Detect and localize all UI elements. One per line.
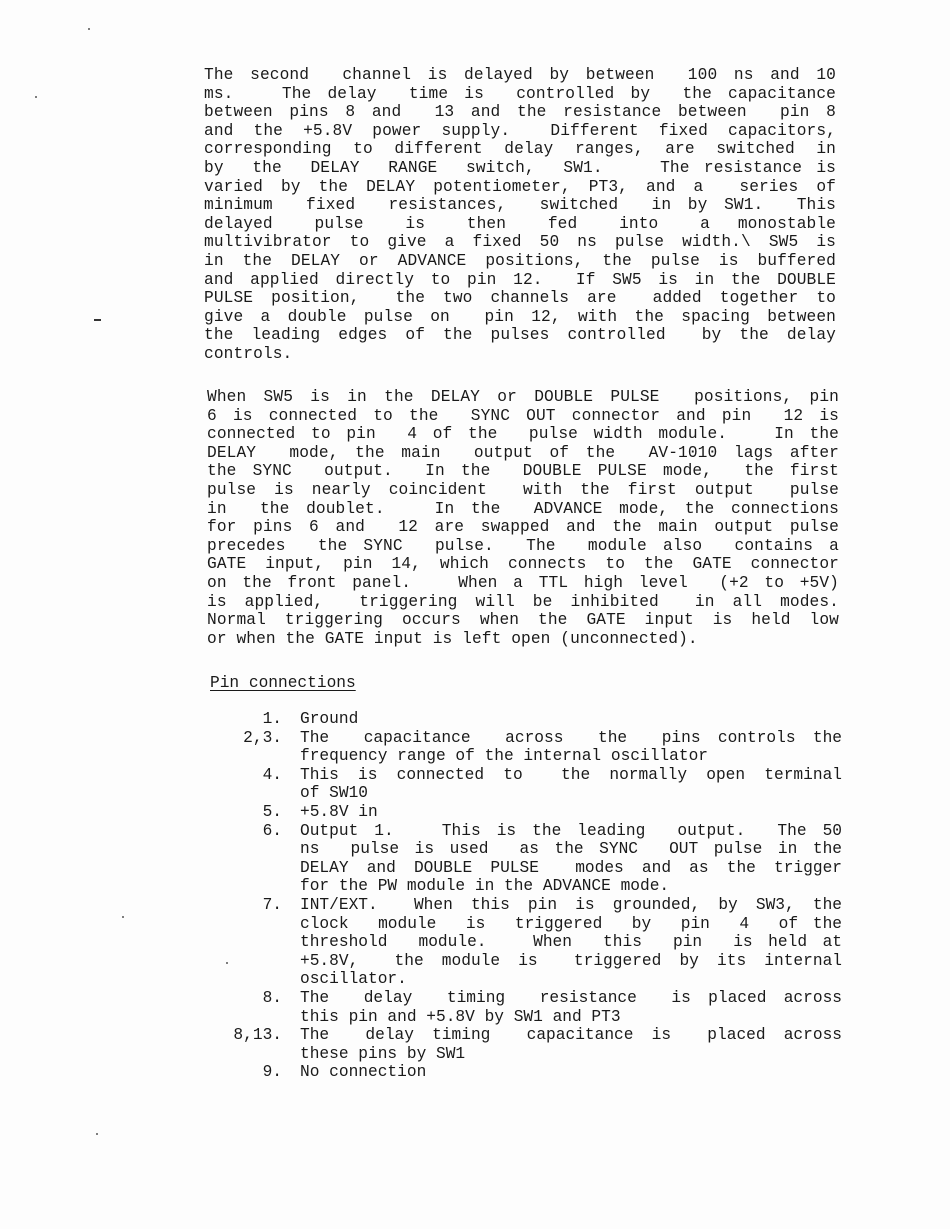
pin-description-line: The delay timing capacitance is placed across xyxy=(300,1026,842,1045)
paragraph-line: between pins 8 and 13 and the resistance between pin 8 xyxy=(204,103,836,122)
pin-description-line: threshold module. When this pin is held at xyxy=(300,933,842,952)
scan-speck xyxy=(35,96,37,98)
paragraph-line: Normal triggering occurs when the GATE input is held low xyxy=(207,611,839,630)
pin-description-line: for the PW module in the ADVANCE mode. xyxy=(300,877,670,896)
pin-description xyxy=(300,803,842,822)
pin-item xyxy=(220,729,842,766)
paragraph-line: multivibrator to give a fixed 50 ns pulse width.\ SW5 is xyxy=(204,233,836,252)
pin-list xyxy=(220,710,842,1082)
paragraph-line: precedes the SYNC pulse. The module also contains a xyxy=(207,536,839,555)
pin-item xyxy=(220,1063,842,1082)
pin-description-line: of SW10 xyxy=(300,784,368,803)
paragraph-line: by the DELAY RANGE switch, SW1. The resistance is xyxy=(204,158,836,177)
pin-description-line: oscillator. xyxy=(300,970,407,989)
pin-description-line: Output 1. This is the leading output. The 50 xyxy=(300,821,842,840)
pin-number: 7. xyxy=(262,895,282,914)
paragraph-line: connected to pin 4 of the pulse width module. In the xyxy=(207,425,839,444)
pin-description-line: INT/EXT. When this pin is grounded, by SW3, the xyxy=(300,895,842,914)
paragraph-line: in the doublet. In the ADVANCE mode, the connections xyxy=(207,499,839,518)
pin-description-line: these pins by SW1 xyxy=(300,1044,466,1063)
paragraph-line: GATE input, pin 14, which connects to the GATE connector xyxy=(207,555,839,574)
pin-description-line: +5.8V in xyxy=(300,802,378,821)
pin-number: 9. xyxy=(262,1063,282,1082)
paragraph-line: on the front panel. When a TTL high level (+2 to +5V) xyxy=(207,573,839,592)
pin-item xyxy=(220,896,842,989)
pin-description xyxy=(300,729,842,766)
pin-number: 8. xyxy=(262,988,282,1007)
pin-description-line: +5.8V, the module is triggered by its internal xyxy=(300,951,842,970)
pin-description-line: frequency range of the internal oscillator xyxy=(300,747,708,766)
pin-item xyxy=(220,1026,842,1063)
pin-description xyxy=(300,896,842,989)
pin-description xyxy=(300,766,842,803)
pin-number: 2,3. xyxy=(243,728,282,747)
pin-description-line: The capacitance across the pins controls the xyxy=(300,728,842,747)
pin-number: 4. xyxy=(262,765,282,784)
paragraph-line: or when the GATE input is left open (unconnected). xyxy=(207,629,698,648)
pin-description xyxy=(300,822,842,896)
paragraph-line: delayed pulse is then fed into a monostable xyxy=(204,214,836,233)
paragraph-line: minimum fixed resistances, switched in by SW1. This xyxy=(204,196,836,215)
pin-description-line: ns pulse is used as the SYNC OUT pulse in the xyxy=(300,840,842,859)
pin-connections-heading: Pin connections xyxy=(210,674,356,692)
pin-description-line: The delay timing resistance is placed across xyxy=(300,988,842,1007)
paragraph-line: PULSE position, the two channels are added together to xyxy=(204,289,836,308)
paragraph-line: corresponding to different delay ranges, are switched in xyxy=(204,140,836,159)
paragraph-line: When SW5 is in the DELAY or DOUBLE PULSE positions, pin xyxy=(207,388,839,406)
scan-speck xyxy=(96,1133,98,1135)
paragraph-line: controls. xyxy=(204,344,293,363)
pin-description xyxy=(300,1026,842,1063)
pin-item xyxy=(220,803,842,822)
paragraph-line: varied by the DELAY potentiometer, PT3, and a series of xyxy=(204,177,836,196)
paragraph-line: 6 is connected to the SYNC OUT connector and pin 12 is xyxy=(207,406,839,425)
paragraph-line: the leading edges of the pulses controlled by the delay xyxy=(204,326,836,345)
paragraph-second-channel xyxy=(204,66,836,364)
scan-speck xyxy=(88,28,90,30)
pin-description-line: Ground xyxy=(300,710,359,728)
pin-number: 8,13. xyxy=(233,1026,282,1045)
pin-item xyxy=(220,766,842,803)
paragraph-line: for pins 6 and 12 are swapped and the main output pulse xyxy=(207,518,839,537)
paragraph-line: DELAY mode, the main output of the AV-1010 lags after xyxy=(207,443,839,462)
pin-item xyxy=(220,822,842,896)
pin-description xyxy=(300,989,842,1026)
paragraph-line: is applied, triggering will be inhibited in all modes. xyxy=(207,592,839,611)
pin-description xyxy=(300,710,842,729)
pin-description-line: this pin and +5.8V by SW1 and PT3 xyxy=(300,1007,621,1026)
paragraph-line: and applied directly to pin 12. If SW5 is in the DOUBLE xyxy=(204,270,836,289)
pin-description-line: clock module is triggered by pin 4 of the xyxy=(300,914,842,933)
pin-description-line: This is connected to the normally open terminal xyxy=(300,765,842,784)
pin-description-line: No connection xyxy=(300,1063,427,1082)
margin-mark xyxy=(94,319,101,321)
paragraph-sw5-modes xyxy=(207,388,839,648)
pin-number: 6. xyxy=(262,821,282,840)
pin-item xyxy=(220,989,842,1026)
paragraph-line: and the +5.8V power supply. Different fixed capacitors, xyxy=(204,121,836,140)
pin-description-line: DELAY and DOUBLE PULSE modes and as the trigger xyxy=(300,858,842,877)
scan-speck xyxy=(122,916,124,918)
paragraph-line: pulse is nearly coincident with the first output pulse xyxy=(207,480,839,499)
pin-description xyxy=(300,1063,842,1082)
paragraph-line: give a double pulse on pin 12, with the spacing between xyxy=(204,307,836,326)
paragraph-line: the SYNC output. In the DOUBLE PULSE mode, the first xyxy=(207,462,839,481)
pin-number: 5. xyxy=(262,802,282,821)
pin-number: 1. xyxy=(262,710,282,728)
paragraph-line: in the DELAY or ADVANCE positions, the pulse is buffered xyxy=(204,251,836,270)
paragraph-line: The second channel is delayed by between 100 ns and 10 xyxy=(204,66,836,84)
paragraph-line: ms. The delay time is controlled by the capacitance xyxy=(204,84,836,103)
pin-item xyxy=(220,710,842,729)
